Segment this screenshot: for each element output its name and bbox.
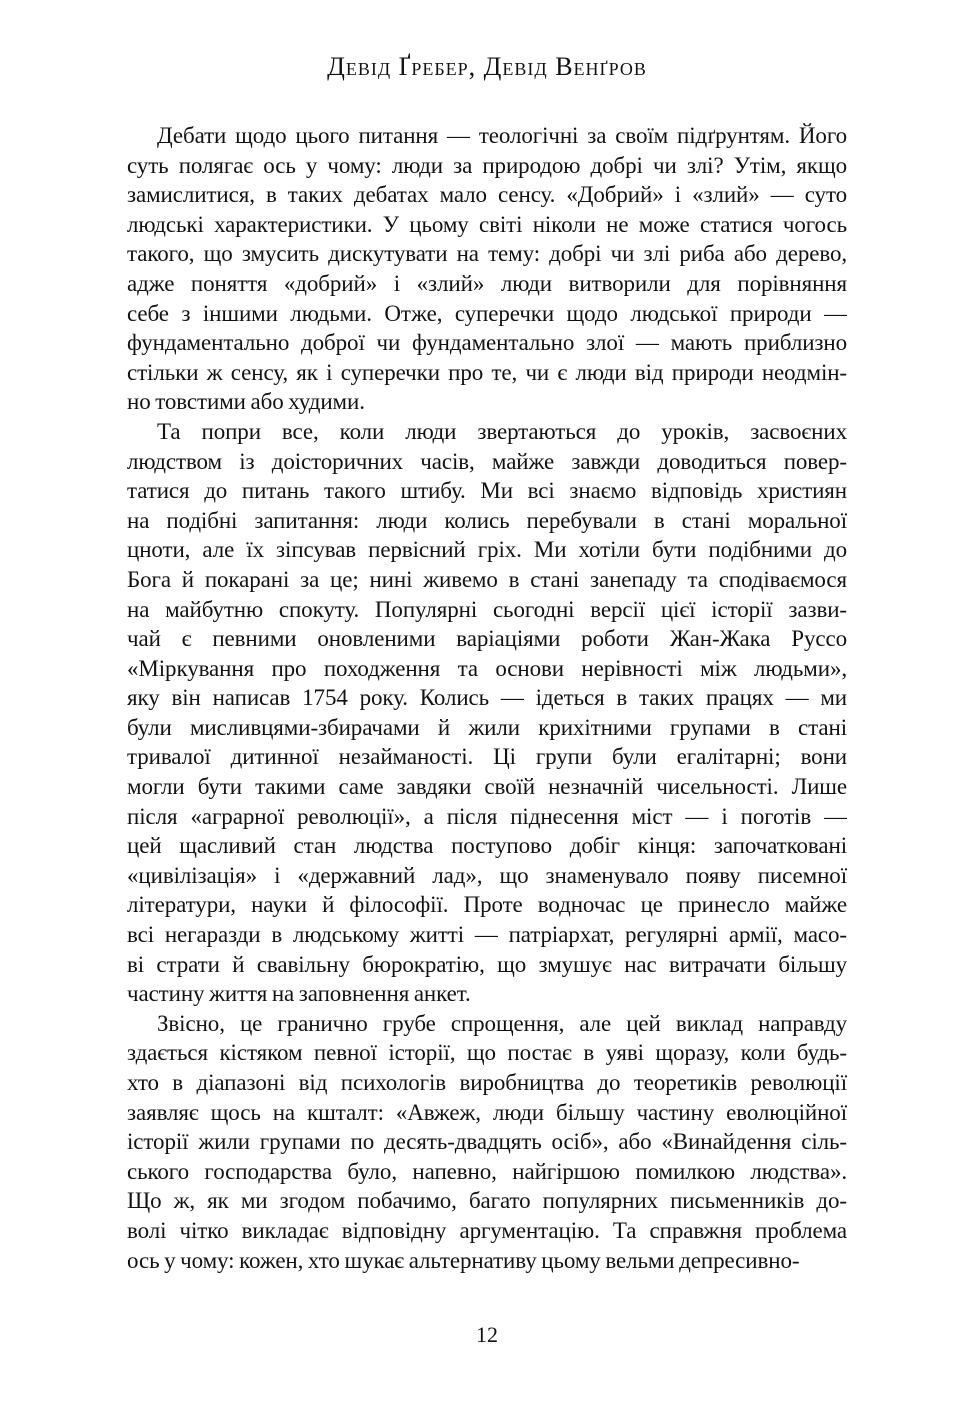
paragraph [127, 417, 847, 1009]
text-line: суть полягає ось у чому: люди за природою добрі чи злі? Утім, якщо [127, 152, 847, 178]
text-line: ві страти й свавільну бюрократію, що змушує нас витрачати більшу [127, 951, 847, 977]
text-line: фундаментально доброї чи фундаментально злої — мають приблизно [127, 330, 847, 356]
text-line: волі чітко викладає відповідну аргументацію. Та справжня проблема [127, 1217, 847, 1243]
text-line: но товстими або худими. [127, 389, 365, 415]
text-line: замислитися, в таких дебатах мало сенсу. «Добрий» і «злий» — суто [127, 182, 847, 208]
text-line: яку він написав 1754 року. Колись — ідеться в таких працях — ми [127, 685, 847, 711]
text-line: цей щасливий стан людства поступово добіг кінця: започатковані [127, 833, 847, 859]
paragraph [127, 1009, 847, 1275]
text-line: такого, що змусить дискутувати на тему: добрі чи злі риба або дерево, [127, 241, 847, 267]
text-line: Дебати щодо цього питання — теологічні за своїм підґрунтям. Його [157, 123, 847, 148]
running-header: Девід Ґребер, Девід Венґров [327, 52, 647, 81]
body-text [127, 121, 847, 1275]
text-line: себе з іншими людьми. Отже, суперечки щодо людської природи — [127, 300, 847, 326]
text-line: адже поняття «добрий» і «злий» люди витворили для порівняння [127, 270, 847, 296]
text-line: Що ж, як ми згодом побачимо, багато популярних письменників до- [127, 1188, 847, 1214]
text-line: татися до питань такого штибу. Ми всі знаємо відповідь християн [127, 478, 847, 504]
text-line: Та попри все, коли люди звертаються до уроків, засвоєних [157, 418, 847, 444]
text-line: на майбутню спокуту. Популярні сьогодні версії цієї історії зазви- [127, 596, 847, 622]
text-line: «Міркування про походження та основи нерівності між людьми», [127, 655, 847, 681]
page-number: 12 [476, 1322, 498, 1347]
text-line: історії жили групами по десять-двадцять осіб», або «Винайдення сіль- [127, 1129, 847, 1155]
text-line: були мисливцями-збирачами й жили крихітними групами в стані [127, 714, 847, 740]
text-line: чай є певними оновленими варіаціями роботи Жан-Жака Руссо [127, 626, 847, 652]
text-line: заявляє щось на кшталт: «Авжеж, люди більшу частину еволюційної [127, 1099, 847, 1125]
text-line: Звісно, це гранично грубе спрощення, але цей виклад направду [157, 1010, 847, 1036]
text-line: могли бути такими саме завдяки своїй незначній чисельності. Лише [127, 774, 847, 800]
text-line: хто в діапазоні від психологів виробництва до теоретиків революції [127, 1070, 847, 1095]
text-line: ського господарства було, напевно, найгіршою помилкою людства». [127, 1158, 847, 1184]
text-line: людські характеристики. У цьому світі ніколи не може статися чогось [127, 211, 847, 237]
text-line: здається кістяком певної історії, що постає в уяві щоразу, коли будь- [127, 1040, 847, 1066]
paragraph [127, 121, 847, 417]
text-line: частину життя на заповнення анкет. [127, 981, 471, 1007]
text-line: на подібні запитання: люди колись перебували в стані моральної [127, 507, 847, 533]
text-line: тривалої дитинної незайманості. Ці групи були егалітарні; вони [127, 744, 847, 770]
text-line: всі негаразди в людському житті — патріархат, регулярні армії, масо- [127, 922, 847, 948]
text-line: стільки ж сенсу, як і суперечки про те, чи є люди від природи неодмін- [127, 359, 847, 385]
text-line: ось у чому: кожен, хто шукає альтернативу цьому вельми депресивно- [127, 1247, 800, 1273]
text-line: людством із доісторичних часів, майже завжди доводиться повер- [127, 448, 847, 474]
text-line: Бога й покарані за це; нині живемо в стані занепаду та сподіваємося [127, 566, 847, 592]
text-line: цноти, але їх зіпсував первісний гріх. Ми хотіли бути подібними до [127, 537, 847, 563]
text-line: «цивілізація» і «державний лад», що знаменувало появу писемної [127, 862, 847, 888]
text-line: літератури, науки й філософії. Проте водночас це принесло майже [127, 892, 847, 918]
text-line: після «аграрної революції», а після піднесення міст — і поготів — [127, 803, 847, 829]
